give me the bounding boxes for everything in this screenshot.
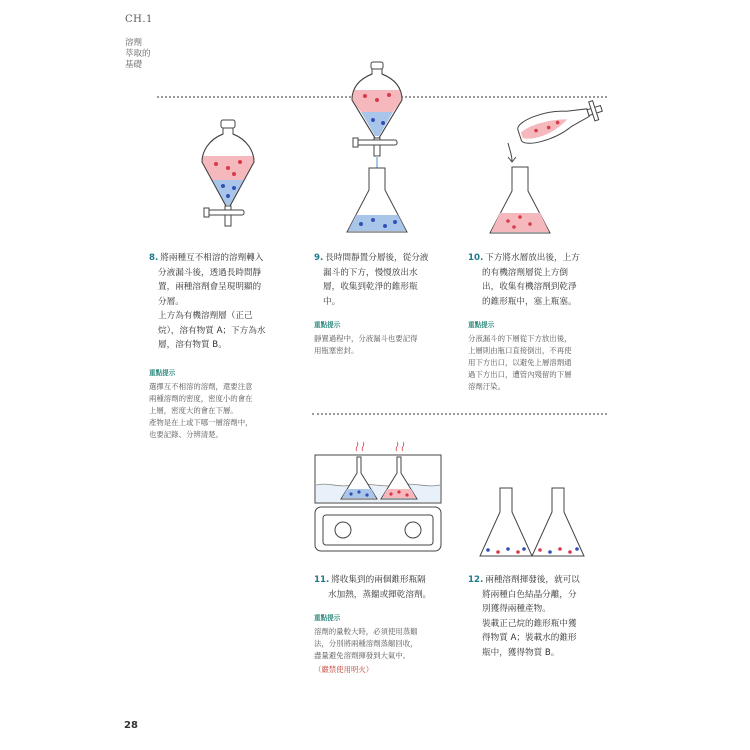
warning-text: （嚴禁使用明火） bbox=[314, 665, 374, 674]
red-dot bbox=[238, 160, 242, 164]
stopcock bbox=[208, 210, 244, 215]
step-line: 分液漏斗後，透過長時間靜 bbox=[158, 267, 262, 278]
step-line: 層，溶有物質 B。 bbox=[158, 340, 227, 350]
section-title-line: 溶劑 bbox=[125, 38, 143, 48]
tip-text: 溶劑的量較大時，必須使用蒸餾 法，分別將兩種溶劑蒸餾回收， 盡量避免溶劑揮發到大氣中。 bbox=[314, 627, 418, 660]
step-11-text bbox=[314, 573, 464, 602]
step-number: 10. bbox=[468, 253, 484, 263]
step-line: 10. 下方將水層放出後，上方 bbox=[468, 253, 580, 263]
funnel-draining-illustration bbox=[335, 60, 425, 235]
step-line: 的錐形瓶中，塞上瓶塞。 bbox=[482, 296, 577, 307]
step-line: 上方為有機溶劑層（正己 bbox=[158, 311, 253, 321]
step-line: 置，兩種溶劑會呈現明顯的 bbox=[158, 282, 262, 292]
step-line: 中。 bbox=[323, 296, 341, 307]
blue-dot bbox=[226, 194, 230, 198]
step-8-text bbox=[149, 251, 289, 353]
step-line: 裝載正己烷的錐形瓶中獲 bbox=[482, 618, 577, 629]
tip-text: 靜置過程中，分液漏斗也要記得 用瓶塞密封。 bbox=[314, 334, 418, 355]
erlenmeyer-flask bbox=[532, 488, 584, 556]
page-number: 28 bbox=[124, 720, 138, 731]
water-layer bbox=[212, 180, 244, 205]
water-bath-heating-illustration bbox=[313, 445, 443, 555]
chapter-label: CH.1 bbox=[125, 14, 153, 25]
step-line: 9. 長時間靜置分層後，從分液 bbox=[314, 253, 429, 263]
step-line: 8. 將兩種互不相溶的溶劑轉入 bbox=[149, 253, 264, 263]
step-9 bbox=[314, 251, 454, 357]
step-line: 烷），溶有物質 A；下方為水 bbox=[158, 325, 266, 336]
step-line: 將兩種白色結晶分離，分 bbox=[482, 589, 577, 600]
water-layer bbox=[348, 215, 406, 231]
step-line: 層，收集到乾淨的錐形瓶 bbox=[323, 282, 418, 292]
funnel-stopper bbox=[221, 120, 235, 128]
step-10-text bbox=[468, 251, 608, 309]
tip-text: 分液漏斗的下層從下方放出後， 上層則由瓶口直接倒出，不再使 用下方出口，以避免上層溶劑通 過下方出口，遭管內殘留的下層 溶劑汙染。 bbox=[468, 334, 572, 391]
funnel-stem bbox=[225, 206, 231, 226]
step-number: 11. bbox=[314, 575, 330, 585]
section-title bbox=[125, 38, 165, 71]
tip-title: 重點提示 bbox=[468, 321, 495, 329]
step-line: 瓶中，獲得物質 B。 bbox=[482, 647, 560, 658]
crystal-flasks-illustration bbox=[478, 484, 588, 559]
step-line: 11. 將收集到的兩個錐形瓶隔 bbox=[314, 575, 426, 585]
section-title-line: 萃取的 bbox=[125, 49, 151, 59]
separatory-funnel-illustration bbox=[190, 118, 270, 228]
blue-dot bbox=[221, 184, 225, 188]
blue-dot bbox=[232, 186, 236, 190]
erlenmeyer-flask bbox=[480, 488, 532, 556]
step-number: 8. bbox=[149, 253, 159, 263]
step-line: 12. 兩種溶劑揮發後，就可以 bbox=[468, 575, 580, 585]
step-11 bbox=[314, 573, 464, 675]
step-line: 出，收集有機溶劑到乾淨 bbox=[482, 282, 577, 292]
red-dot bbox=[232, 172, 236, 176]
dotted-divider-middle bbox=[312, 413, 607, 415]
step-10 bbox=[468, 251, 608, 393]
step-line: 別獲得兩種產物。 bbox=[482, 604, 551, 614]
tip-text: 選擇互不相溶的溶劑，還要注意 兩種溶劑的密度，密度小的會在 上層，密度大的會在下層。 產物是在上或下哪一層溶劑中， 也要記錄、分辨清楚。 bbox=[149, 381, 253, 439]
step-line: 漏斗的下方，慢慢放出水 bbox=[323, 267, 418, 278]
tip-title: 重點提示 bbox=[149, 368, 176, 377]
steam-icon bbox=[396, 442, 404, 451]
red-dot bbox=[226, 166, 230, 170]
steam-icon bbox=[356, 442, 364, 451]
red-dot bbox=[214, 162, 218, 166]
step-12 bbox=[468, 573, 613, 660]
pouring-organic-layer-illustration bbox=[490, 105, 610, 235]
step-8 bbox=[149, 251, 289, 441]
step-12-text bbox=[468, 573, 613, 660]
knob-icon bbox=[405, 522, 421, 538]
water-layer bbox=[361, 112, 393, 136]
step-number: 12. bbox=[468, 575, 484, 585]
step-line: 得物質 A；裝載水的錐形 bbox=[482, 633, 577, 643]
step-line: 分層。 bbox=[158, 296, 184, 307]
step-9-text bbox=[314, 251, 454, 309]
knob-icon bbox=[335, 522, 351, 538]
tip-title: 重點提示 bbox=[314, 614, 341, 622]
step-number: 9. bbox=[314, 253, 324, 263]
tip-title: 重點提示 bbox=[314, 321, 341, 329]
section-title-line: 基礎 bbox=[125, 60, 143, 70]
step-line: 水加熱，蒸餾或揮乾溶劑。 bbox=[328, 589, 432, 600]
step-line: 的有機溶劑層從上方倒 bbox=[482, 267, 568, 278]
